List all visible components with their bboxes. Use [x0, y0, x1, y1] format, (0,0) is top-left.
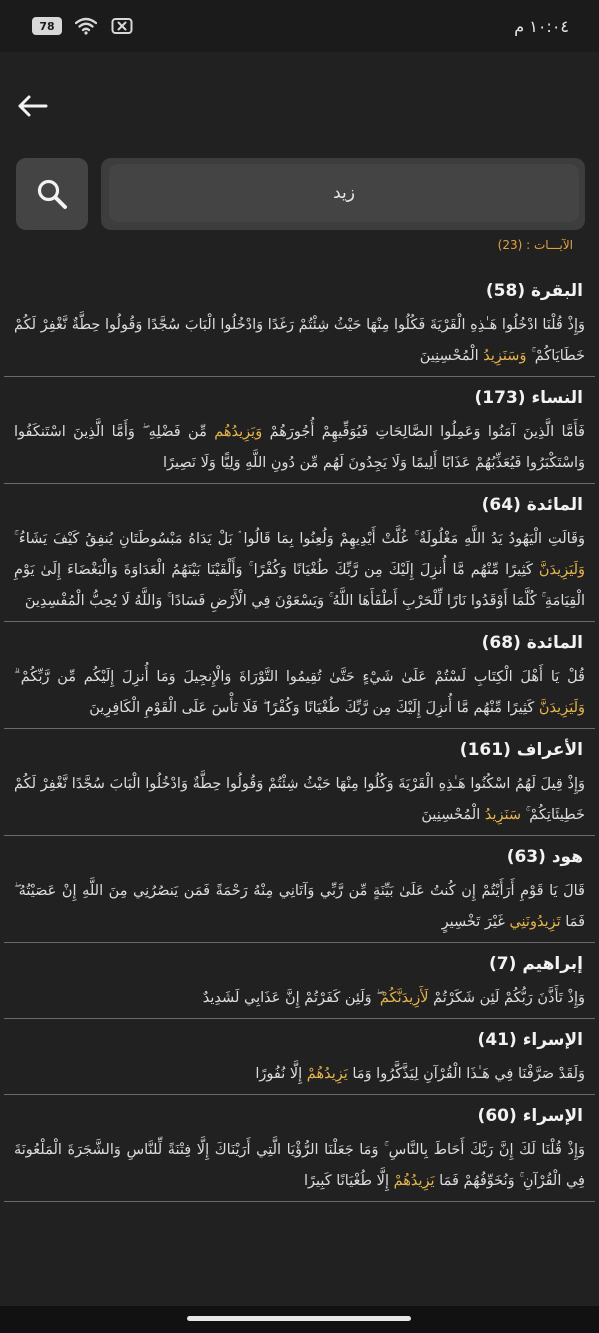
verse-segment: قَالَ يَا قَوْمِ أَرَأَيْتُمْ إِن كُنتُ عَلَىٰ بَيِّنَةٍ مِّن رَّبِّي وَآتَانِي مِنْهُ رَحْمَةً فَمَن يَنصُرُنِي مِنَ اللَّهِ إِنْ عَصَيْتُهُ ۖ فَمَا: [14, 883, 585, 930]
status-icons: [32, 16, 134, 36]
verse-segment: الْمُحْسِنِينَ: [421, 807, 485, 823]
result-title: إبراهيم (7): [489, 954, 583, 974]
verse-segment: كَثِيرًا مِّنْهُم مَّا أُنزِلَ إِلَيْكَ مِن رَّبِّكَ طُغْيَانًا وَكُفْرًا ۖ فَلَا تَأْسَ عَلَى الْقَوْمِ الْكَافِرِينَ: [89, 700, 539, 716]
verse-segment: فَأَمَّا الَّذِينَ آمَنُوا وَعَمِلُوا الصَّالِحَاتِ فَيُوَفِّيهِمْ أُجُورَهُمْ: [262, 424, 585, 440]
list-item[interactable]: [4, 270, 595, 377]
result-title: المائدة (64): [481, 495, 583, 515]
result-verse-text: [10, 417, 589, 479]
result-verse-text: [10, 1135, 589, 1197]
signal-off-icon: [110, 16, 134, 36]
highlighted-match: وَلَيَزِيدَنَّ: [538, 562, 585, 578]
result-title: البقرة (58): [485, 281, 583, 301]
verse-segment: وَإِذْ قُلْنَا لَكَ إِنَّ رَبَّكَ أَحَاطَ بِالنَّاسِ ۚ وَمَا جَعَلْنَا الرُّؤْيَا الَّتِي أَرَيْنَاكَ إِلَّا فِتْنَةً لِّلنَّاسِ وَالشَّجَرَةَ الْمَلْعُونَةَ فِي الْقُرْآنِ ۚ وَنُخَوِّفُهُمْ فَمَا: [14, 1142, 585, 1189]
list-item[interactable]: [4, 1095, 595, 1202]
result-title: الإسراء (41): [477, 1030, 583, 1050]
result-verse-text: [10, 876, 589, 938]
wifi-icon: [74, 16, 98, 36]
battery-icon: 78: [32, 17, 62, 35]
result-verse-text: [10, 662, 589, 724]
back-button[interactable]: [14, 88, 50, 124]
highlighted-match: وَيَزِيدُهُم: [214, 424, 263, 440]
list-item[interactable]: [4, 1019, 595, 1095]
verse-segment: ۖ وَلَئِن كَفَرْتُمْ إِنَّ عَذَابِي لَشَدِيدٌ: [202, 990, 380, 1006]
search-input[interactable]: زيد: [109, 164, 579, 222]
verse-segment: غَيْرَ تَخْسِيرٍ: [441, 914, 510, 930]
verse-segment: قُلْ يَا أَهْلَ الْكِتَابِ لَسْتُمْ عَلَىٰ شَيْءٍ حَتَّىٰ تُقِيمُوا التَّوْرَاةَ وَالْإِنجِيلَ وَمَا أُنزِلَ إِلَيْكُم مِّن رَّبِّكُمْ ۗ: [14, 669, 585, 685]
result-verse-text: [10, 524, 589, 617]
list-item[interactable]: [4, 622, 595, 729]
highlighted-match: يَزِيدُهُمْ: [306, 1066, 348, 1082]
result-verse-text: [10, 983, 589, 1014]
verse-segment: وَلَقَدْ صَرَّفْنَا فِي هَـٰذَا الْقُرْآنِ لِيَذَّكَّرُوا وَمَا: [347, 1066, 585, 1082]
verse-segment: وَقَالَتِ الْيَهُودُ يَدُ اللَّهِ مَغْلُولَةٌ ۚ غُلَّتْ أَيْدِيهِمْ وَلُعِنُوا بِمَا قَالُوا ۘ بَلْ يَدَاهُ مَبْسُوطَتَانِ يُنفِقُ كَيْفَ يَشَاءُ ۚ: [14, 531, 585, 547]
results-count: الآيـــات : (23): [497, 238, 573, 252]
search-field[interactable]: [101, 158, 585, 230]
verse-segment: وَإِذْ قُلْنَا ادْخُلُوا هَـٰذِهِ الْقَرْيَةَ فَكُلُوا مِنْهَا حَيْثُ شِئْتُمْ رَغَدًا وَادْخُلُوا الْبَابَ سُجَّدًا وَقُولُوا حِطَّةٌ نَّغْفِرْ لَكُمْ خَطَايَاكُمْ ۚ: [14, 317, 585, 364]
verse-segment: مِّن فَضْلِهِ ۖ وَأَمَّا الَّذِينَ اسْتَنكَفُوا وَاسْتَكْبَرُوا فَيُعَذِّبُهُمْ عَذَابًا أَلِيمًا وَلَا يَجِدُونَ لَهُم مِّن دُونِ اللَّهِ وَلِيًّا وَلَا نَصِيرًا: [14, 424, 585, 471]
result-verse-text: [10, 310, 589, 372]
highlighted-match: يَزِيدُهُمْ: [393, 1173, 435, 1189]
result-verse-text: [10, 1059, 589, 1090]
verse-segment: الْمُحْسِنِينَ: [419, 348, 484, 364]
arrow-left-icon: [16, 94, 48, 118]
result-title: الإسراء (60): [477, 1106, 583, 1126]
clock: ١٠:٠٤ م: [514, 16, 569, 36]
results-list: [0, 270, 599, 1202]
result-verse-text: [10, 769, 589, 831]
list-item[interactable]: [4, 836, 595, 943]
list-item[interactable]: [4, 729, 595, 836]
list-item[interactable]: [4, 943, 595, 1019]
search-icon: [35, 177, 69, 211]
verse-segment: إِلَّا طُغْيَانًا كَبِيرًا: [303, 1173, 394, 1189]
highlighted-match: سَنَزِيدُ: [484, 807, 522, 823]
result-title: النساء (173): [474, 388, 583, 408]
list-item[interactable]: [4, 377, 595, 484]
home-indicator[interactable]: [187, 1316, 411, 1321]
verse-segment: إِلَّا نُفُورًا: [255, 1066, 307, 1082]
result-title: هود (63): [506, 847, 583, 867]
highlighted-match: تَزِيدُونَنِي: [509, 914, 561, 930]
verse-segment: وَإِذْ قِيلَ لَهُمُ اسْكُنُوا هَـٰذِهِ الْقَرْيَةَ وَكُلُوا مِنْهَا حَيْثُ شِئْتُمْ وَقُولُوا حِطَّةٌ وَادْخُلُوا الْبَابَ سُجَّدًا نَّغْفِرْ لَكُمْ خَطِيئَاتِكُمْ ۚ: [14, 776, 585, 823]
highlighted-match: وَلَيَزِيدَنَّ: [538, 700, 585, 716]
highlighted-match: وَسَنَزِيدُ: [483, 348, 527, 364]
verse-segment: كَثِيرًا مِّنْهُم مَّا أُنزِلَ إِلَيْكَ مِن رَّبِّكَ طُغْيَانًا وَكُفْرًا ۚ وَأَلْقَيْنَا بَيْنَهُمُ الْعَدَاوَةَ وَالْبَغْضَاءَ إِلَىٰ يَوْمِ الْقِيَامَةِ ۚ كُلَّمَا أَوْقَدُوا نَارًا لِّلْحَرْبِ أَطْفَأَهَا اللَّهُ ۚ وَيَسْعَوْنَ فِي الْأَرْضِ فَسَادًا ۚ وَاللَّهُ لَا يُحِبُّ الْمُفْسِدِينَ: [14, 562, 585, 609]
highlighted-match: لَأَزِيدَنَّكُمْ: [379, 990, 429, 1006]
result-title: المائدة (68): [481, 633, 583, 653]
status-bar: [0, 0, 599, 52]
result-title: الأعراف (161): [459, 740, 583, 760]
search-button[interactable]: [16, 158, 88, 230]
list-item[interactable]: [4, 484, 595, 622]
verse-segment: وَإِذْ تَأَذَّنَ رَبُّكُمْ لَئِن شَكَرْتُمْ: [428, 990, 585, 1006]
